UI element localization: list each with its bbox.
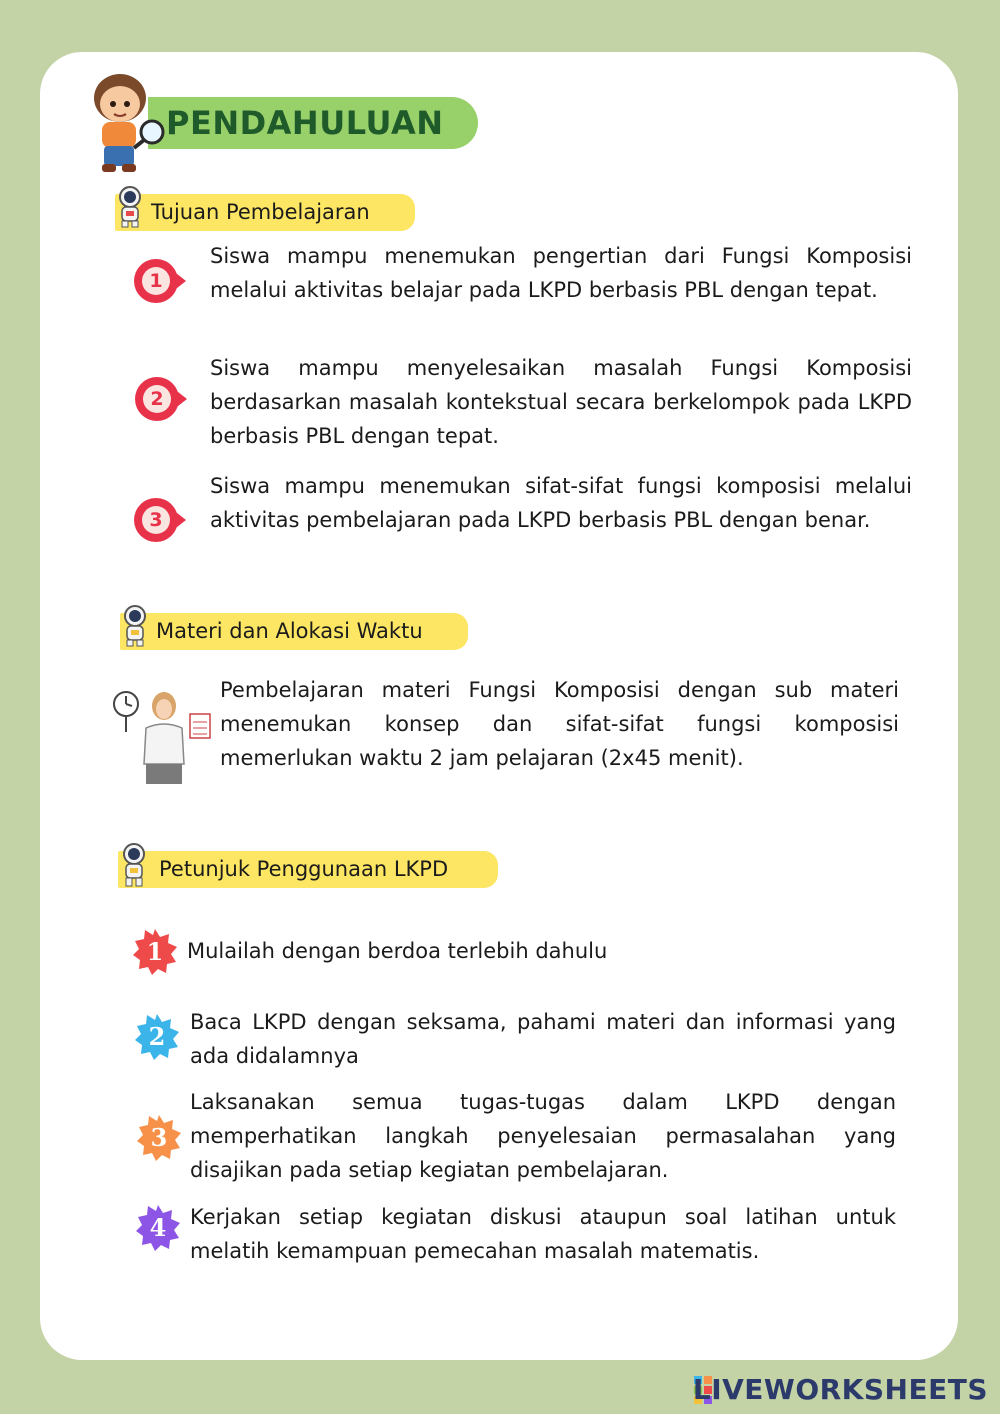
number-badge-3: 3: [134, 498, 178, 542]
step-text-1: Mulailah dengan berdoa terlebih dahulu: [187, 939, 608, 963]
section-label-petunjuk: Petunjuk Penggunaan LKPD: [159, 857, 449, 881]
liveworksheets-brand[interactable]: LIVEWORKSHEETS: [692, 1373, 988, 1406]
objective-text-3: Siswa mampu menemukan sifat-sifat fungsi komposisi melalui aktivitas pembelajaran pada LKPD berbasis PBL dengan benar.: [210, 474, 912, 532]
number-badge-2: 2: [135, 377, 179, 421]
step-text-3: Laksanakan semua tugas-tugas dalam LKPD dengan memperhatikan langkah penyelesaian permasalahan yang disajikan pada setiap kegiatan pembelajaran.: [190, 1090, 896, 1182]
step-number-3: 3: [150, 1123, 168, 1152]
astronaut-icon: [121, 604, 149, 648]
section-label-materi: Materi dan Alokasi Waktu: [156, 619, 423, 643]
materi-text: Pembelajaran materi Fungsi Komposisi dengan sub materi menemukan konsep dan sifat-sifat fungsi komposisi memerlukan waktu 2 jam pelajaran (2x45 menit).: [220, 678, 899, 770]
step-number-2: 2: [148, 1022, 166, 1051]
boy-magnifier-icon: [72, 68, 168, 178]
objective-text-1: Siswa mampu menemukan pengertian dari Fungsi Komposisi melalui aktivitas belajar pada LKPD berbasis PBL dengan tepat.: [210, 244, 912, 302]
step-text-2: Baca LKPD dengan seksama, pahami materi dan informasi yang ada didalamnya: [190, 1010, 896, 1068]
step-number-1: 1: [146, 937, 164, 966]
step-number-4: 4: [149, 1213, 167, 1242]
objective-text-2: Siswa mampu menyelesaikan masalah Fungsi Komposisi berdasarkan masalah kontekstual secara berkelompok pada LKPD berbasis PBL dengan tepat.: [210, 356, 912, 448]
astronaut-icon: [120, 842, 148, 888]
section-label-tujuan: Tujuan Pembelajaran: [151, 200, 370, 224]
page-title: PENDAHULUAN: [166, 104, 444, 142]
step-text-4: Kerjakan setiap kegiatan diskusi ataupun soal latihan untuk melatih kemampuan pemecahan masalah matematis.: [190, 1205, 896, 1263]
teacher-clock-icon: [110, 684, 214, 788]
number-badge-1: 1: [134, 259, 178, 303]
astronaut-icon: [116, 185, 144, 229]
